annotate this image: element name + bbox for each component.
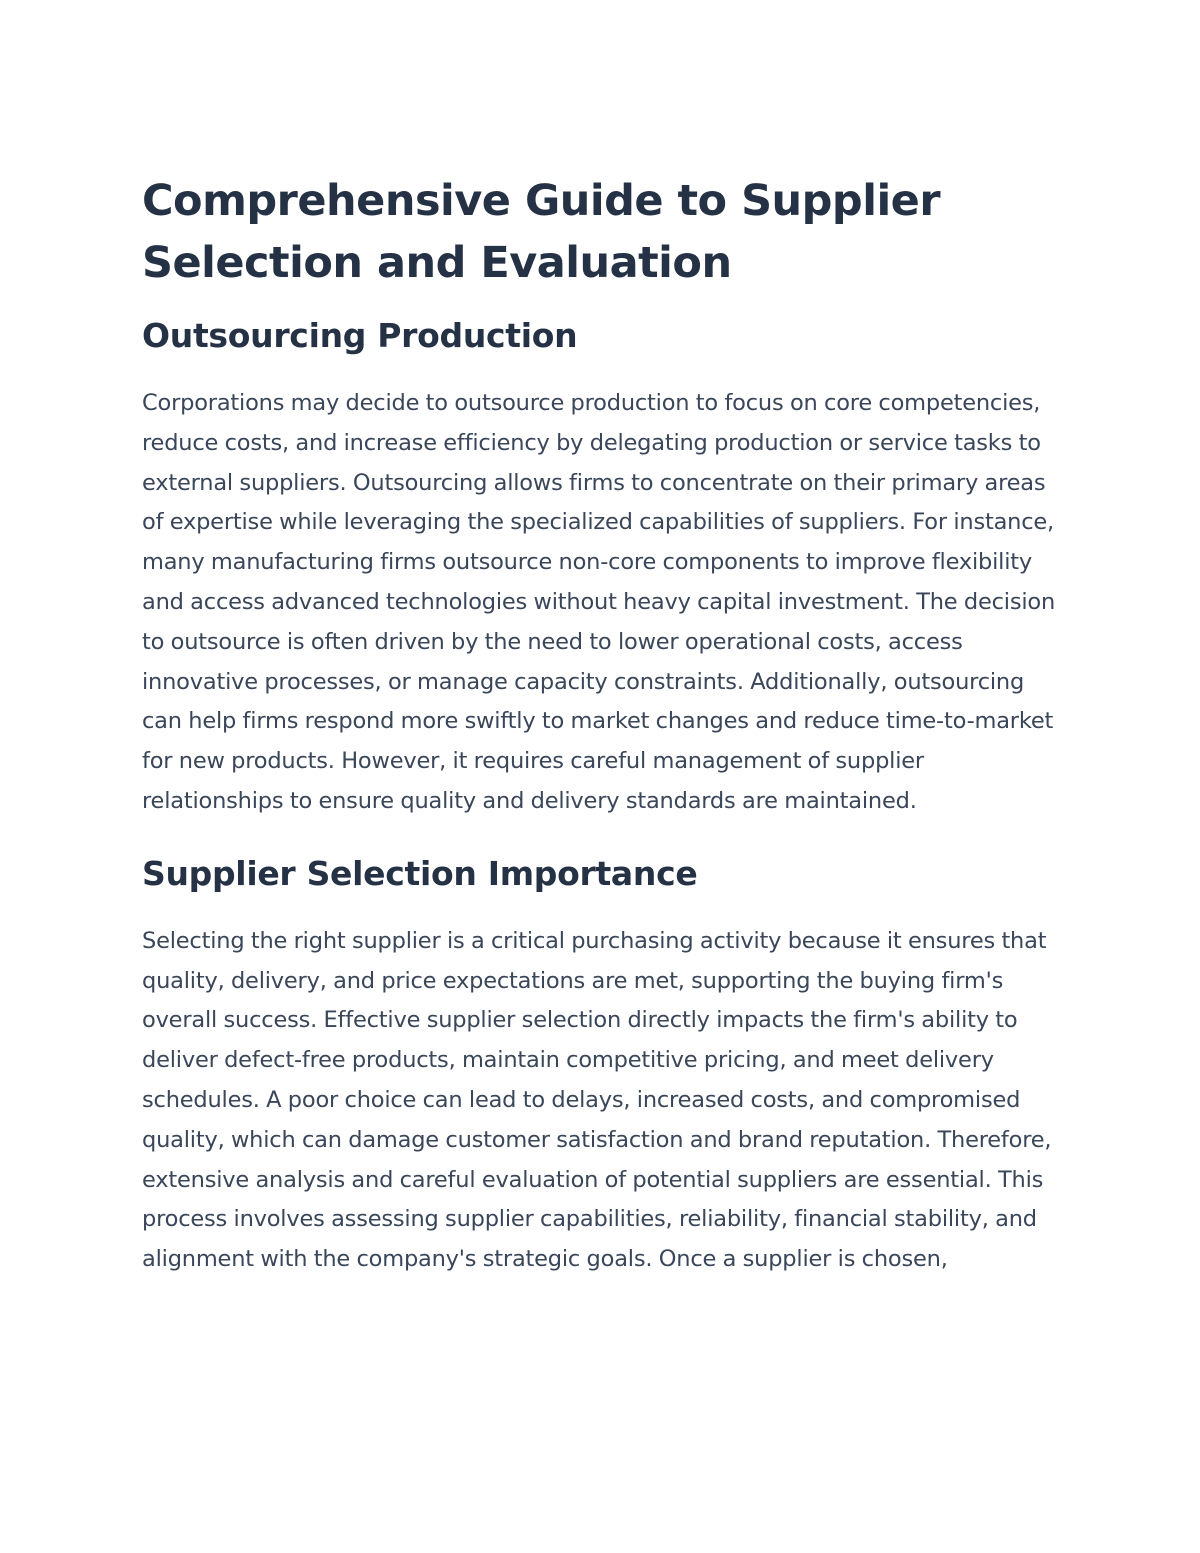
- section-body: Corporations may decide to outsource production to focus on core competencies, reduce costs, and increase efficiency by delegating production or service tasks to external suppliers. Outsourcing allows firms to concentrate on their primary areas of expertise while leveraging the specialized capabilities of suppliers. For instance, many manufacturing firms outsource non-core components to improve flexibility and access advanced technologies without heavy capital investment. The decision to outsource is often driven by the need to lower operational costs, access innovative processes, or manage capacity constraints. Additionally, outsourcing can help firms respond more swiftly to market changes and reduce time-to-market for new products. However, it requires careful management of supplier relationships to ensure quality and delivery standards are maintained.: [142, 390, 1056, 814]
- section-body: Selecting the right supplier is a critical purchasing activity because it ensures that quality, delivery, and price expectations are met, supporting the buying firm's overall success. Effective supplier selection directly impacts the firm's ability to deliver defect-free products, maintain competitive pricing, and meet delivery schedules. A poor choice can lead to delays, increased costs, and compromised quality, which can damage customer satisfaction and brand reputation. Therefore, extensive analysis and careful evaluation of potential suppliers are essential. This process involves assessing supplier capabilities, reliability, financial stability, and alignment with the company's strategic goals. Once a supplier is chosen,: [142, 927, 1052, 1273]
- section-supplier-selection-importance: [142, 852, 1062, 1280]
- document-title: Comprehensive Guide to Supplier Selection and Evaluation: [142, 176, 941, 288]
- section-heading: Supplier Selection Importance: [142, 853, 698, 893]
- document-page: [142, 170, 1062, 1310]
- section-heading: Outsourcing Production: [142, 316, 578, 355]
- section-outsourcing-production: [142, 314, 1062, 822]
